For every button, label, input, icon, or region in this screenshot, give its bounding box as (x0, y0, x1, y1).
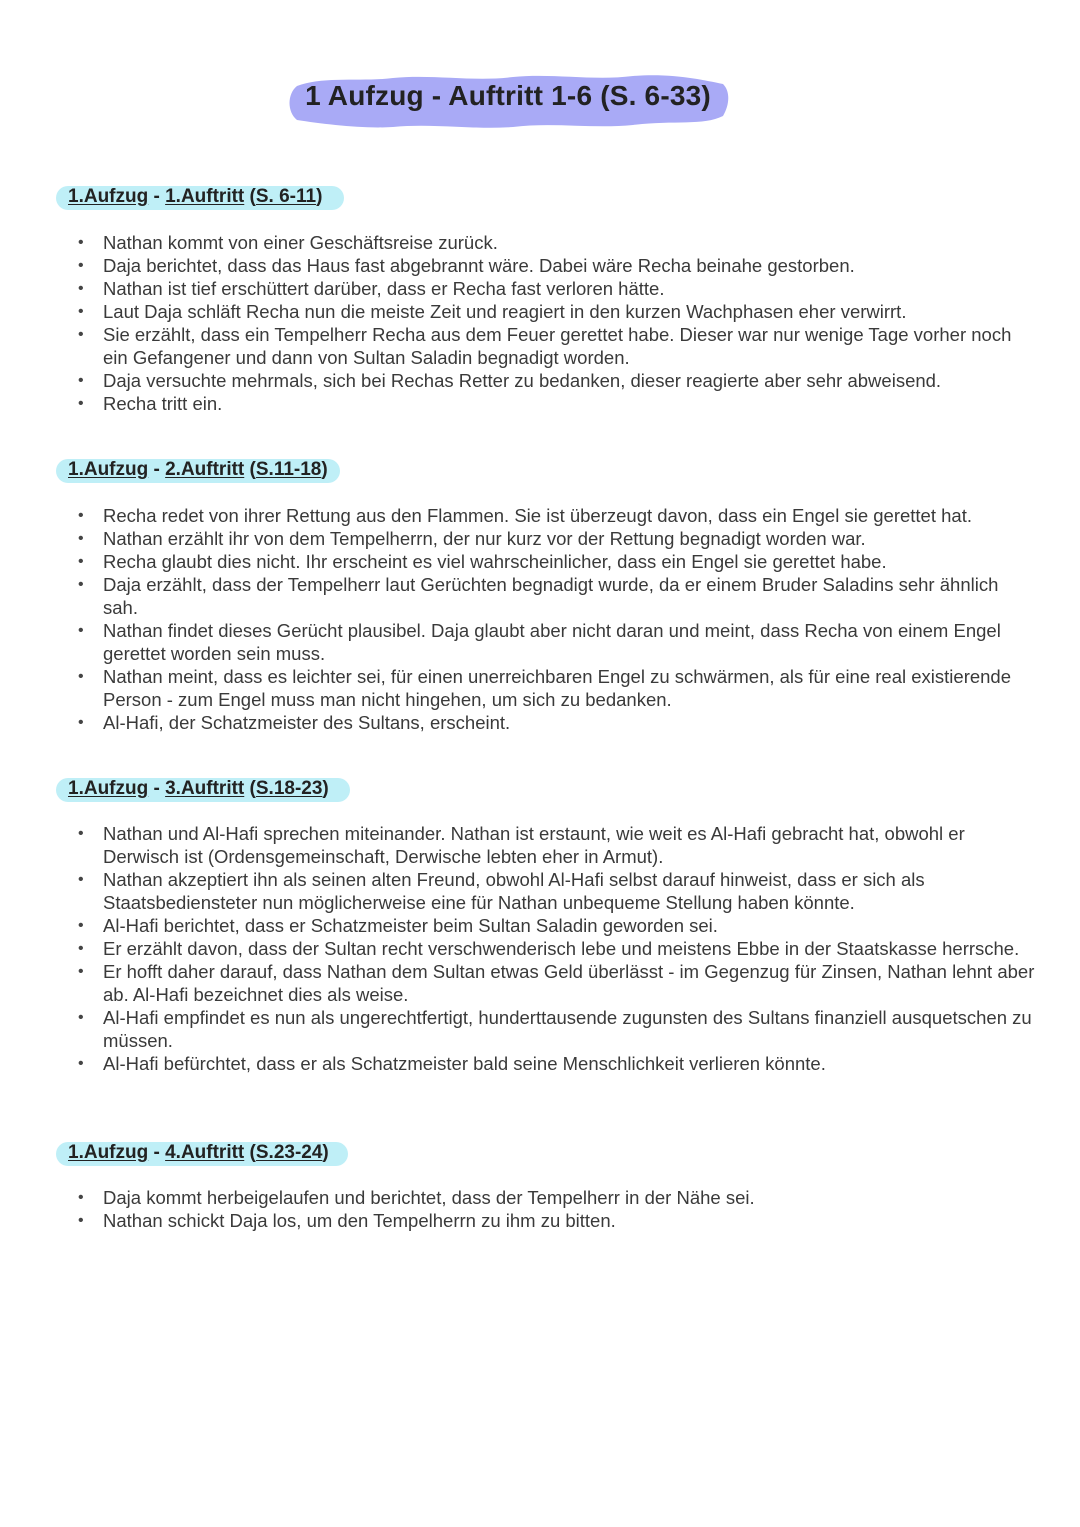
list-item: • Al-Hafi empfindet es nun als ungerechtfertigt, hunderttausende zugunsten des Sultans finanziell ausquetschen zu müssen. (0, 1006, 1038, 1052)
list-item: • Daja berichtet, dass das Haus fast abgebrannt wäre. Dabei wäre Recha beinahe gestorben. (0, 254, 1038, 277)
list-item: • Nathan meint, dass es leichter sei, für einen unerreichbaren Engel zu schwärmen, als für eine real existierende Person - zum Engel muss man nicht hingehen, um sich zu bedanken. (0, 665, 1038, 711)
list-item: • Daja versuchte mehrmals, sich bei Rechas Retter zu bedanken, dieser reagierte aber sehr abweisend. (0, 369, 1038, 392)
section-heading: 1.Aufzug - 3.Auftritt (S.18-23) (56, 776, 344, 803)
aufzug-label: 1.Aufzug (68, 1142, 149, 1163)
title-block (283, 72, 733, 130)
list-item: • Al-Hafi berichtet, dass er Schatzmeister beim Sultan Saladin geworden sei. (0, 914, 1038, 937)
page-range: S. 6-11 (255, 186, 317, 207)
page-range: S.23-24 (255, 1142, 323, 1163)
bullet-list (0, 822, 1038, 1075)
page-range: S.18-23 (255, 778, 323, 799)
auftritt-label: 4.Auftritt (165, 1142, 245, 1163)
list-item: • Er erzählt davon, dass der Sultan recht verschwenderisch lebe und meistens Ebbe in der Staatskasse herrsche. (0, 937, 1038, 960)
bullet-list (0, 504, 1038, 734)
section-heading: 1.Aufzug - 1.Auftritt (S. 6-11) (56, 184, 344, 211)
list-item: • Nathan schickt Daja los, um den Tempelherrn zu ihm zu bitten. (0, 1209, 1038, 1232)
list-item: • Laut Daja schläft Recha nun die meiste Zeit und reagiert in den kurzen Wachphasen eher verwirrt. (0, 300, 1038, 323)
list-item: • Daja kommt herbeigelaufen und berichtet, dass der Tempelherr in der Nähe sei. (0, 1186, 1038, 1209)
bullet-list (0, 1186, 1038, 1232)
list-item: • Recha redet von ihrer Rettung aus den Flammen. Sie ist überzeugt davon, dass ein Engel sie gerettet hat. (0, 504, 1038, 527)
auftritt-label: 2.Auftritt (165, 459, 245, 480)
list-item: • Daja erzählt, dass der Tempelherr laut Gerüchten begnadigt wurde, da er einem Bruder Saladins sehr ähnlich sah. (0, 573, 1038, 619)
list-item: • Al-Hafi befürchtet, dass er als Schatzmeister bald seine Menschlichkeit verlieren könnte. (0, 1052, 1038, 1075)
list-item: • Recha glaubt dies nicht. Ihr erscheint es viel wahrscheinlicher, dass ein Engel sie gerettet habe. (0, 550, 1038, 573)
list-item: • Nathan ist tief erschüttert darüber, dass er Recha fast verloren hätte. (0, 277, 1038, 300)
section-heading: 1.Aufzug - 4.Auftritt (S.23-24) (56, 1140, 344, 1167)
list-item: • Al-Hafi, der Schatzmeister des Sultans, erscheint. (0, 711, 1038, 734)
bullet-list (0, 231, 1038, 415)
aufzug-label: 1.Aufzug (68, 778, 149, 799)
list-item: • Er hofft daher darauf, dass Nathan dem Sultan etwas Geld überlässt - im Gegenzug für Zinsen, Nathan lehnt aber ab. Al-Hafi bezeichnet dies als weise. (0, 960, 1038, 1006)
list-item: • Nathan findet dieses Gerücht plausibel. Daja glaubt aber nicht daran und meint, dass Recha von einem Engel gerettet worden sein muss. (0, 619, 1038, 665)
aufzug-label: 1.Aufzug (68, 186, 149, 207)
auftritt-label: 1.Auftritt (165, 186, 245, 207)
list-item: • Nathan akzeptiert ihn als seinen alten Freund, obwohl Al-Hafi selbst darauf hinweist, dass er sich als Staatsbediensteter nun möglicherweise eine für Nathan unbequeme Stellung haben könnte. (0, 868, 1038, 914)
aufzug-label: 1.Aufzug (68, 459, 149, 480)
list-item: • Nathan erzählt ihr von dem Tempelherrn, der nur kurz vor der Rettung begnadigt worden war. (0, 527, 1038, 550)
list-item: • Sie erzählt, dass ein Tempelherr Recha aus dem Feuer gerettet habe. Dieser war nur wenige Tage vorher noch ein Gefangener und dann von Sultan Saladin begnadigt worden. (0, 323, 1038, 369)
list-item: • Nathan und Al-Hafi sprechen miteinander. Nathan ist erstaunt, wie weit es Al-Hafi gebracht hat, obwohl er Derwisch ist (Ordensgemeinschaft, Derwische lebten eher in Armut). (0, 822, 1038, 868)
list-item: • Nathan kommt von einer Geschäftsreise zurück. (0, 231, 1038, 254)
section-heading: 1.Aufzug - 2.Auftritt (S.11-18) (56, 457, 344, 484)
list-item: • Recha tritt ein. (0, 392, 1038, 415)
auftritt-label: 3.Auftritt (165, 778, 245, 799)
page-title: 1 Aufzug - Auftritt 1-6 (S. 6-33) (305, 80, 711, 111)
page-range: S.11-18 (255, 459, 322, 480)
